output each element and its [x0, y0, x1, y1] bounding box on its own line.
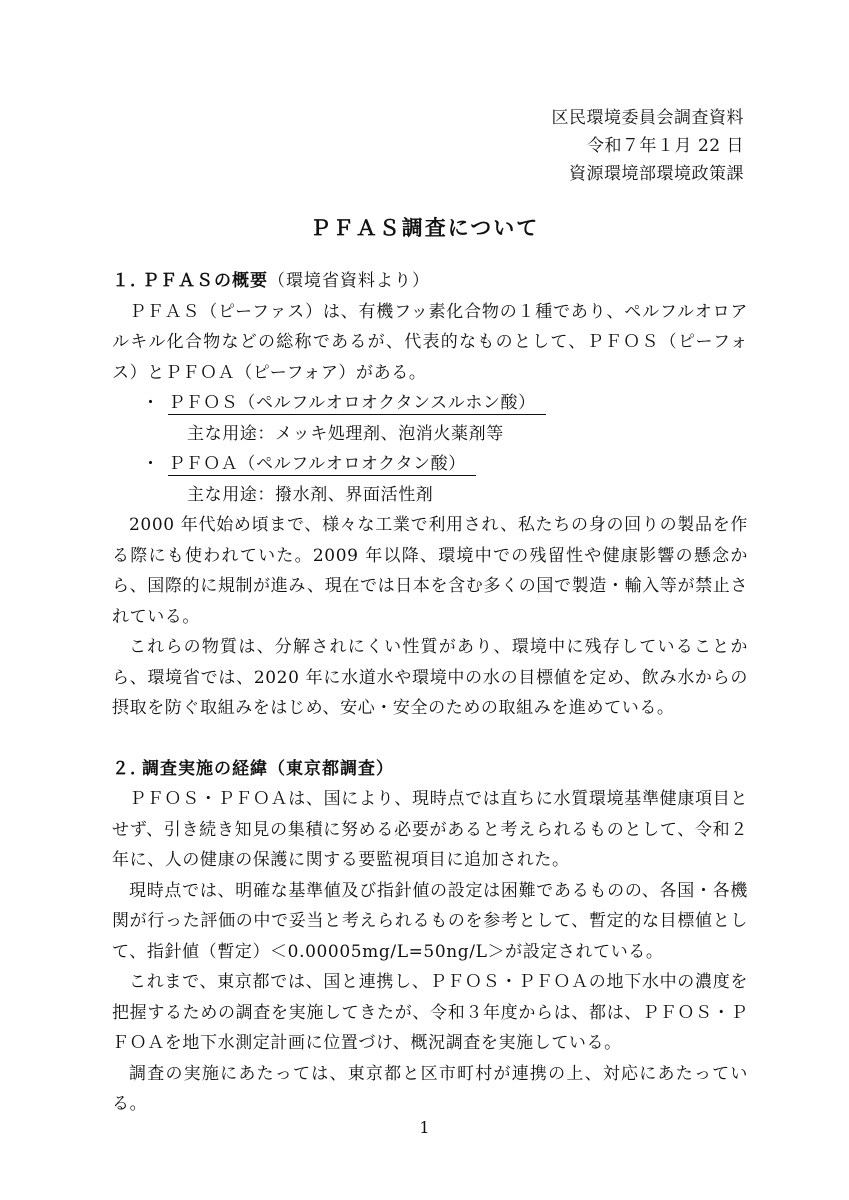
section1-heading	[112, 266, 748, 297]
header-department: 資源環境部環境政策課	[569, 164, 744, 184]
bullet-pfoa	[112, 449, 748, 480]
section2-paragraph4: 調査の実施にあたっては、東京都と区市町村が連携の上、対応にあたっている。	[112, 1063, 748, 1114]
section2-number: ２．	[112, 758, 148, 779]
header-date: 令和７年１月 22 日	[587, 136, 744, 156]
document-title: ＰＦＡＳ調査について	[309, 216, 540, 240]
header-organization: 区民環境委員会調査資料	[551, 108, 744, 128]
section1-heading-text: ＰＦＡＳの概要	[142, 271, 268, 291]
section2-heading	[112, 754, 748, 785]
document-body	[112, 266, 748, 1120]
bullet-marker: ・	[142, 454, 160, 474]
bullet-pfos-use: 主な用途：メッキ処理剤、泡消火薬剤等	[187, 423, 504, 444]
document-header	[552, 104, 745, 188]
section2-paragraph3: これまで、東京都では、国と連携し、ＰＦＯＳ・ＰＦＯＡの地下水中の濃度を把握するための調査を実施してきたが、令和３年度からは、都は、ＰＦＯＳ・ＰＦＯＡを地下水測定計画に位置づけ、概況調査を実施している。	[112, 972, 748, 1053]
section2-paragraph1: ＰＦＯＳ・ＰＦＯＡは、国により、現時点では直ちに水質環境基準健康項目とせず、引き続き知見の集積に努める必要があると考えられるものとして、令和２年に、人の健康の保護に関する要監視項目に追加された。	[112, 789, 748, 870]
section2-paragraph2: 現時点では、明確な基準値及び指針値の設定は困難であるものの、各国・各機関が行った評価の中で妥当と考えられるものを参考として、暫定的な目標値として、指針値（暫定）＜0.00005mg/L=50ng/L＞が設定されている。	[112, 880, 748, 962]
section1-paragraph3: これらの物質は、分解されにくい性質があり、環境中に残存していることから、環境省では、2020 年に水道水や環境中の水の目標値を定め、飲み水からの摂取を防ぐ取組みをはじめ、安心・安全のための取組みを進めている。	[112, 637, 748, 718]
bullet-pfos-name: ＰＦＯＳ（ペルフルオロオクタンスルホン酸）	[168, 392, 546, 415]
section1-number: １．	[112, 271, 148, 291]
bullet-marker: ・	[142, 393, 160, 413]
bullet-pfos	[112, 388, 748, 419]
page-number: 1	[419, 1118, 430, 1137]
bullet-pfoa-name: ＰＦＯＡ（ペルフルオロオクタン酸）	[168, 453, 476, 476]
section1-subheading: （環境省資料より）	[268, 271, 430, 291]
bullet-pfoa-use: 主な用途：撥水剤、界面活性剤	[187, 484, 434, 505]
section2-heading-text: 調査実施の経緯（東京都調査）	[142, 758, 394, 779]
section-spacer	[112, 724, 748, 754]
section1-paragraph1: ＰＦＡＳ（ピーファス）は、有機フッ素化合物の１種であり、ペルフルオロアルキル化合物などの総称であるが、代表的なものとして、ＰＦＯＳ（ピーフォス）とＰＦＯＡ（ピーフォア）がある。	[112, 301, 748, 383]
section1-paragraph2: 2000 年代始め頃まで、様々な工業で利用され、私たちの身の回りの製品を作る際にも使われていた。2009 年以降、環境中での残留性や健康影響の懸念から、国際的に規制が進み、現在では日本を含む多くの国で製造・輸入等が禁止されている。	[112, 515, 748, 627]
